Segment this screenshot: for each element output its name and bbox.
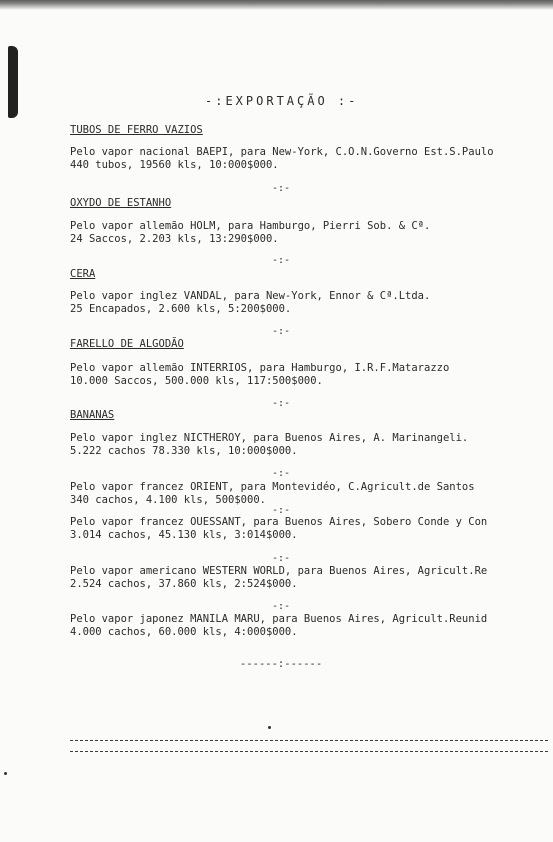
entry-separator: -:-: [272, 601, 291, 612]
entry-line: 2.524 cachos, 37.860 kls, 2:524$000.: [70, 578, 298, 590]
entry-line: 25 Encapados, 2.600 kls, 5:200$000.: [70, 303, 292, 315]
entry-line: 10.000 Saccos, 500.000 kls, 117:500$000.: [70, 375, 323, 387]
entry-separator: -:-: [272, 553, 291, 564]
document-title: -:EXPORTAÇÃO :-: [205, 94, 359, 108]
entry-line: Pelo vapor inglez NICTHEROY, para Buenos Aires, A. Marinangeli.: [70, 432, 469, 444]
scan-top-edge: [0, 0, 553, 10]
section-separator: -:-: [272, 183, 291, 194]
dashed-rule: [70, 751, 548, 752]
ink-dot: [268, 726, 271, 729]
entry-separator: -:-: [272, 468, 291, 479]
section-separator: -:-: [272, 255, 291, 266]
entry-line: Pelo vapor nacional BAEPI, para New-York, C.O.N.Governo Est.S.Paulo: [70, 146, 494, 158]
binding-mark: [8, 46, 18, 118]
ink-dot: [4, 772, 7, 775]
section-heading: BANANAS: [70, 409, 115, 421]
entry-line: Pelo vapor francez OUESSANT, para Buenos Aires, Sobero Conde y Con: [70, 516, 488, 528]
section-separator: -:-: [272, 398, 291, 409]
section-separator: -:-: [272, 326, 291, 337]
end-separator: ------:------: [240, 658, 323, 670]
section-heading: FARELLO DE ALGODÃO: [70, 338, 184, 350]
entry-line: 440 tubos, 19560 kls, 10:000$000.: [70, 159, 279, 171]
entry-line: Pelo vapor francez ORIENT, para Montevidéo, C.Agricult.de Santos: [70, 481, 475, 493]
dashed-rule: [70, 740, 548, 741]
entry-line: Pelo vapor inglez VANDAL, para New-York, Ennor & Cª.Ltda.: [70, 290, 431, 302]
entry-separator: -:-: [272, 505, 291, 516]
entry-line: 3.014 cachos, 45.130 kls, 3:014$000.: [70, 529, 298, 541]
entry-line: 5.222 cachos 78.330 kls, 10:000$000.: [70, 445, 298, 457]
entry-line: Pelo vapor allemão INTERRIOS, para Hamburgo, I.R.F.Matarazzo: [70, 362, 450, 374]
entry-line: 4.000 cachos, 60.000 kls, 4:000$000.: [70, 626, 298, 638]
entry-line: Pelo vapor americano WESTERN WORLD, para Buenos Aires, Agricult.Re: [70, 565, 488, 577]
section-heading: CERA: [70, 268, 96, 280]
entry-line: Pelo vapor allemão HOLM, para Hamburgo, Pierri Sob. & Cª.: [70, 220, 431, 232]
entry-line: 24 Saccos, 2.203 kls, 13:290$000.: [70, 233, 279, 245]
section-heading: OXYDO DE ESTANHO: [70, 197, 172, 209]
entry-line: 340 cachos, 4.100 kls, 500$000.: [70, 494, 266, 506]
entry-line: Pelo vapor japonez MANILA MARU, para Buenos Aires, Agricult.Reunid: [70, 613, 488, 625]
section-heading: TUBOS DE FERRO VAZIOS: [70, 124, 203, 136]
